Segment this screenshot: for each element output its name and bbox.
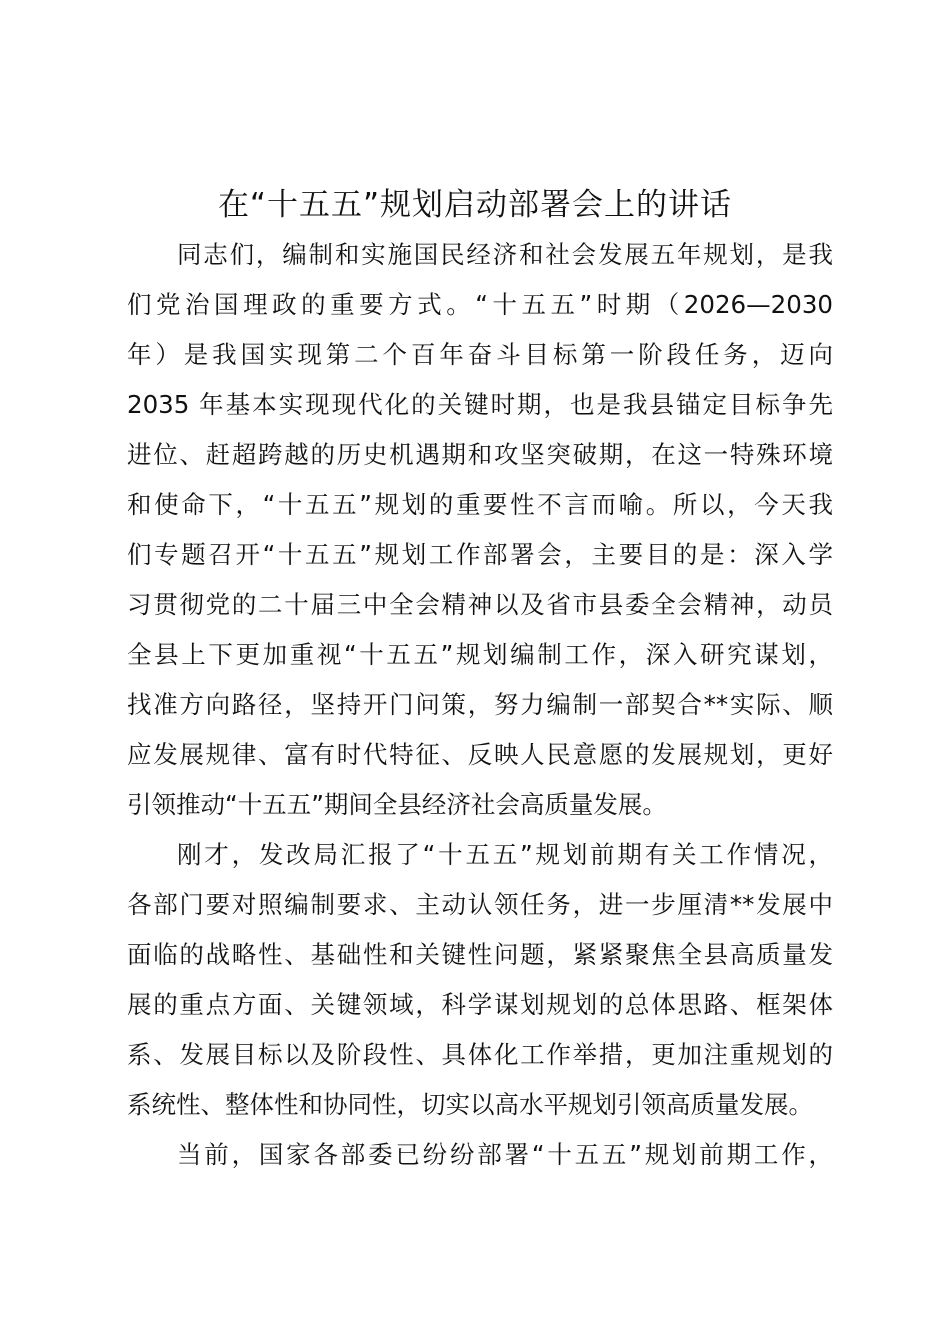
paragraph-line: 年）是我国实现第二个百年奋斗目标第一阶段任务，迈向 [127, 340, 833, 369]
paragraph-line: 系、发展目标以及阶段性、具体化工作举措，更加注重规划的 [127, 1040, 833, 1069]
paragraph-line: 2035 年基本实现现代化的关键时期，也是我县锚定目标争先 [127, 390, 833, 419]
paragraph-line: 进位、赶超跨越的历史机遇期和攻坚突破期，在这一特殊环境 [127, 440, 833, 469]
paragraph-line: 全县上下更加重视“十五五”规划编制工作，深入研究谋划， [127, 640, 833, 669]
paragraph-line: 各部门要对照编制要求、主动认领任务，进一步厘清**发展中 [127, 890, 833, 919]
paragraph-line: 们党治国理政的重要方式。“十五五”时期（2026—2030 [127, 290, 833, 319]
paragraph-line: 刚才，发改局汇报了“十五五”规划前期有关工作情况， [177, 840, 833, 869]
paragraph-line: 同志们，编制和实施国民经济和社会发展五年规划，是我 [177, 240, 833, 269]
document-body [127, 230, 833, 1180]
paragraph-line: 引领推动“十五五”期间全县经济社会高质量发展。 [127, 790, 667, 819]
paragraph-line: 面临的战略性、基础性和关键性问题，紧紧聚焦全县高质量发 [127, 940, 833, 969]
paragraph-line: 应发展规律、富有时代特征、反映人民意愿的发展规划，更好 [127, 740, 833, 769]
document-title: 在“十五五”规划启动部署会上的讲话 [217, 187, 733, 223]
paragraph-line: 当前，国家各部委已纷纷部署“十五五”规划前期工作， [177, 1140, 833, 1169]
paragraph-line: 系统性、整体性和协同性，切实以高水平规划引领高质量发展。 [127, 1090, 813, 1119]
paragraph-line: 找准方向路径，坚持开门问策，努力编制一部契合**实际、顺 [127, 690, 833, 719]
paragraph-line: 习贯彻党的二十届三中全会精神以及省市县委全会精神，动员 [127, 590, 833, 619]
paragraph-line: 们专题召开“十五五”规划工作部署会，主要目的是：深入学 [127, 540, 833, 569]
paragraph-line: 展的重点方面、关键领域，科学谋划规划的总体思路、框架体 [127, 990, 833, 1019]
paragraph-line: 和使命下，“十五五”规划的重要性不言而喻。所以，今天我 [127, 490, 833, 519]
